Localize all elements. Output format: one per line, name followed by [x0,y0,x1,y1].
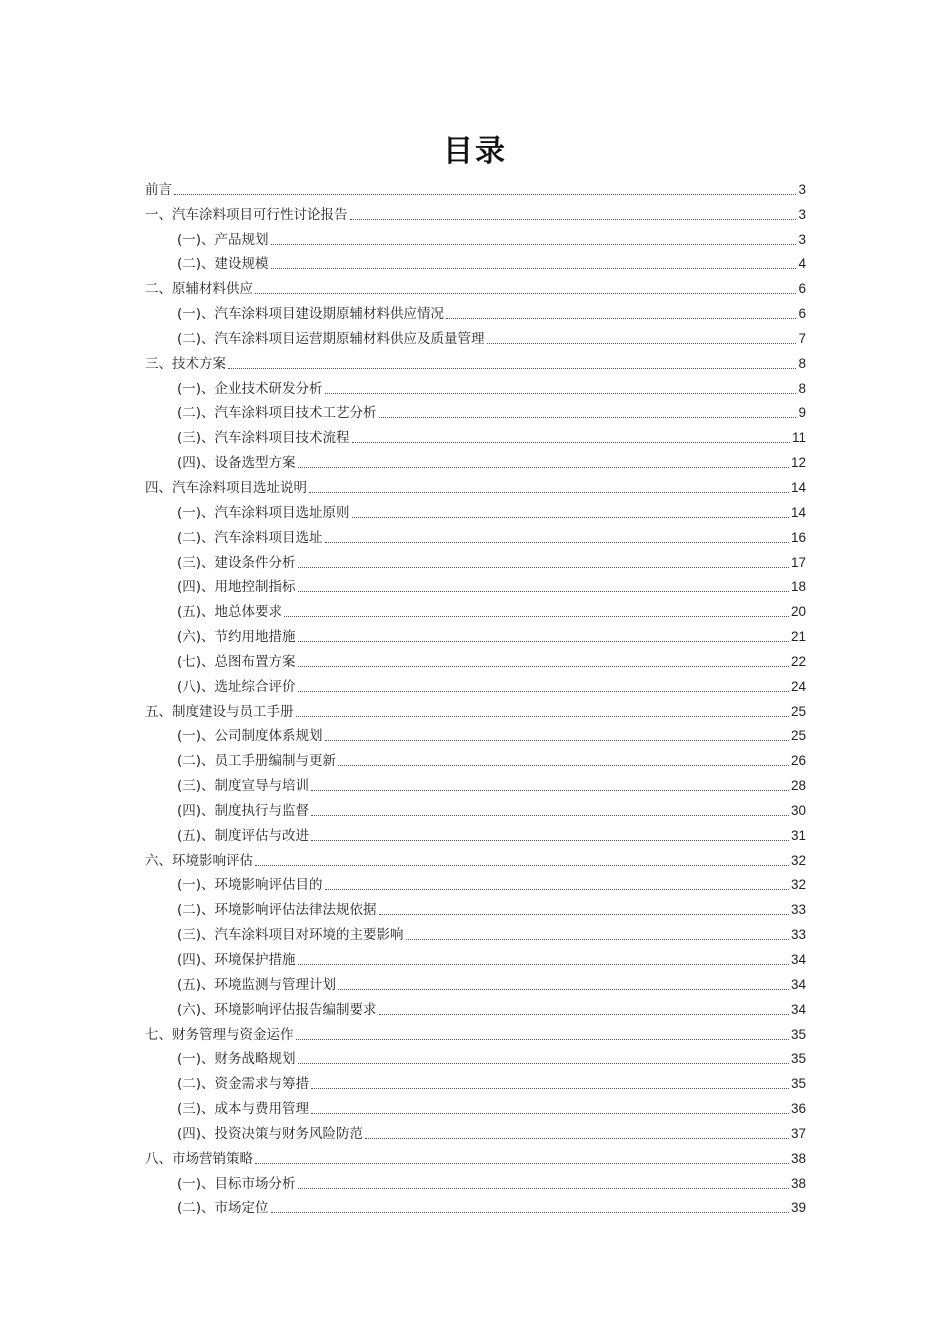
dot-leader [311,1087,789,1089]
toc-entry-section[interactable] [145,621,806,646]
toc-entry-section[interactable] [145,870,806,895]
toc-entry-page-number: 9 [798,405,806,421]
toc-entry-label: (四)、制度执行与监督 [177,802,310,819]
dot-leader [379,913,789,915]
toc-entry-page-number: 34 [790,976,806,992]
dot-leader [379,1013,789,1015]
dot-leader [298,690,789,692]
toc-entry-chapter[interactable] [145,348,806,373]
toc-entry-page-number: 21 [790,629,806,645]
toc-entry-label: (一)、环境影响评估目的 [177,877,323,894]
dot-leader [298,665,789,667]
toc-entry-section[interactable] [145,919,806,944]
toc-entry-label: 一、汽车涂料项目可行性讨论报告 [145,206,348,223]
toc-entry-label: (二)、汽车涂料项目运营期原辅材料供应及质量管理 [177,330,485,347]
toc-entry-page-number: 24 [790,678,806,694]
toc-entry-label: (六)、环境影响评估报告编制要求 [177,1001,377,1018]
toc-entry-section[interactable] [145,547,806,572]
toc-entry-page-number: 8 [798,355,806,371]
toc-entry-section[interactable] [145,398,806,423]
toc-entry-label: (二)、汽车涂料项目选址 [177,529,323,546]
toc-entry-page-number: 3 [798,231,806,247]
toc-entry-page-number: 31 [790,827,806,843]
toc-entry-label: (一)、汽车涂料项目选址原则 [177,504,350,521]
dot-leader [255,292,796,294]
toc-entry-section[interactable] [145,1093,806,1118]
toc-entry-chapter[interactable] [145,199,806,224]
toc-entry-label: (二)、汽车涂料项目技术工艺分析 [177,405,377,422]
dot-leader [446,317,796,319]
dot-leader [255,1162,789,1164]
toc-entry-page-number: 6 [798,281,806,297]
toc-entry-label: (四)、投资决策与财务风险防范 [177,1125,364,1142]
dot-leader [325,739,789,741]
dot-leader [379,416,797,418]
dot-leader [487,342,797,344]
toc-entry-section[interactable] [145,894,806,919]
toc-entry-page-number: 33 [790,902,806,918]
toc-entry-label: (五)、制度评估与改进 [177,827,310,844]
dot-leader [296,1038,789,1040]
toc-entry-section[interactable] [145,298,806,323]
toc-entry-page-number: 32 [790,852,806,868]
dot-leader [325,392,797,394]
toc-entry-section[interactable] [145,1193,806,1218]
toc-entry-page-number: 25 [790,728,806,744]
toc-entry-label: (二)、建设规模 [177,256,269,273]
toc-entry-label: (一)、汽车涂料项目建设期原辅材料供应情况 [177,306,445,323]
toc-entry-label: (四)、环境保护措施 [177,952,296,968]
dot-leader [350,218,797,220]
toc-entry-label: (四)、用地控制指标 [177,579,296,596]
toc-entry-section[interactable] [145,646,806,671]
toc-entry-page-number: 20 [790,604,806,620]
dot-leader [298,590,789,592]
dot-leader [298,1187,789,1189]
toc-entry-label: (三)、成本与费用管理 [177,1101,310,1118]
toc-entry-label: (一)、财务战略规划 [177,1051,296,1068]
toc-entry-page-number: 35 [790,1076,806,1092]
toc-entry-label: (五)、地总体要求 [177,604,283,621]
dot-leader [298,1062,789,1064]
toc-entry-page-number: 14 [790,504,806,520]
toc-entry-section[interactable] [145,422,806,447]
toc-entry-page-number: 3 [798,206,806,222]
toc-entry-page-number: 12 [790,455,806,471]
dot-leader [365,1137,789,1139]
toc-entry-section[interactable] [145,994,806,1019]
toc-entry-label: (七)、总图布置方案 [177,653,296,670]
toc-entry-section[interactable] [145,1044,806,1069]
table-of-contents [145,174,806,1217]
toc-entry-label: 七、财务管理与资金运作 [145,1026,294,1043]
toc-entry-chapter[interactable] [145,472,806,497]
toc-entry-page-number: 16 [790,529,806,545]
toc-entry-label: (二)、员工手册编制与更新 [177,753,337,770]
toc-entry-label: (六)、节约用地措施 [177,629,296,646]
toc-entry-section[interactable] [145,671,806,696]
toc-entry-page-number: 6 [798,306,806,322]
toc-entry-chapter[interactable] [145,1143,806,1168]
toc-entry-section[interactable] [145,447,806,472]
toc-entry-page-number: 32 [790,877,806,893]
toc-entry-label: (三)、建设条件分析 [177,554,296,571]
dot-leader [311,789,789,791]
toc-entry-section[interactable] [145,522,806,547]
toc-entry-page-number: 38 [790,1175,806,1191]
toc-entry-chapter[interactable] [145,845,806,870]
dot-leader [255,864,789,866]
toc-entry-page-number: 35 [790,1051,806,1067]
toc-entry-label: 二、原辅材料供应 [145,281,253,298]
dot-leader [311,839,789,841]
toc-entry-label: 四、汽车涂料项目选址说明 [145,479,307,496]
toc-entry-label: (一)、产品规划 [177,231,269,248]
dot-leader [325,541,789,543]
toc-entry-section[interactable] [145,323,806,348]
toc-entry-section[interactable] [145,820,806,845]
toc-entry-section[interactable] [145,1068,806,1093]
toc-entry-page-number: 7 [798,330,806,346]
toc-entry-label: 三、技术方案 [145,355,226,372]
toc-entry-page-number: 4 [798,256,806,272]
toc-entry-section[interactable] [145,1118,806,1143]
toc-entry-section[interactable] [145,770,806,795]
toc-entry-page-number: 14 [790,479,806,495]
toc-entry-page-number: 8 [798,380,806,396]
toc-entry-page-number: 25 [790,703,806,719]
toc-entry-section[interactable] [145,745,806,770]
toc-entry-section[interactable] [145,373,806,398]
toc-entry-label: (一)、公司制度体系规划 [177,728,323,745]
toc-entry-label: (三)、汽车涂料项目对环境的主要影响 [177,927,404,944]
toc-entry-section[interactable] [145,1168,806,1193]
toc-entry-page-number: 36 [790,1101,806,1117]
toc-entry-label: (三)、汽车涂料项目技术流程 [177,430,350,447]
dot-leader [271,243,797,245]
dot-leader [298,963,789,965]
dot-leader [284,615,789,617]
toc-entry-label: (五)、环境监测与管理计划 [177,976,337,993]
toc-entry-section[interactable] [145,596,806,621]
toc-entry-page-number: 28 [790,778,806,794]
toc-entry-label: (二)、环境影响评估法律法规依据 [177,902,377,919]
toc-entry-chapter[interactable] [145,174,806,199]
dot-leader [406,938,789,940]
dot-leader [298,466,789,468]
dot-leader [296,715,789,717]
dot-leader [311,814,789,816]
toc-entry-page-number: 18 [790,579,806,595]
toc-entry-section[interactable] [145,969,806,994]
dot-leader [309,491,789,493]
toc-entry-page-number: 35 [790,1026,806,1042]
toc-entry-label: 五、制度建设与员工手册 [145,703,294,720]
toc-entry-page-number: 38 [790,1150,806,1166]
dot-leader [271,1211,789,1213]
dot-leader [271,267,797,269]
toc-entry-page-number: 39 [790,1200,806,1216]
toc-entry-section[interactable] [145,572,806,597]
toc-entry-label: 六、环境影响评估 [145,852,253,869]
toc-entry-page-number: 34 [790,1001,806,1017]
toc-entry-section[interactable] [145,249,806,274]
toc-entry-section[interactable] [145,944,806,969]
toc-entry-chapter[interactable] [145,696,806,721]
toc-entry-label: (四)、设备选型方案 [177,455,296,472]
toc-entry-page-number: 34 [790,952,806,967]
toc-entry-page-number: 26 [790,753,806,769]
toc-entry-chapter[interactable] [145,1019,806,1044]
dot-leader [298,566,789,568]
toc-entry-page-number: 17 [790,554,806,570]
dot-leader [298,640,789,642]
dot-leader [352,441,790,443]
toc-entry-page-number: 33 [790,927,806,943]
toc-entry-page-number: 11 [791,430,806,446]
toc-entry-chapter[interactable] [145,273,806,298]
toc-entry-label: (八)、选址综合评价 [177,678,296,695]
dot-leader [338,764,789,766]
toc-title: 目录 [443,134,507,169]
dot-leader [228,367,796,369]
toc-entry-page-number: 30 [790,802,806,818]
dot-leader [311,1112,789,1114]
dot-leader [174,193,796,195]
toc-entry-label: (一)、企业技术研发分析 [177,380,323,397]
toc-entry-label: (二)、市场定位 [177,1200,269,1217]
toc-entry-page-number: 22 [790,653,806,669]
toc-entry-section[interactable] [145,497,806,522]
toc-entry-label: 前言 [145,181,172,198]
toc-entry-label: (二)、资金需求与筹措 [177,1076,310,1093]
dot-leader [352,516,789,518]
toc-entry-label: 八、市场营销策略 [145,1150,253,1167]
toc-entry-page-number: 37 [790,1125,806,1141]
dot-leader [325,888,789,890]
toc-entry-section[interactable] [145,224,806,249]
toc-entry-label: (三)、制度宣导与培训 [177,778,310,795]
toc-entry-page-number: 3 [798,181,806,197]
toc-entry-section[interactable] [145,721,806,746]
dot-leader [338,988,789,990]
toc-entry-section[interactable] [145,795,806,820]
toc-entry-label: (一)、目标市场分析 [177,1175,296,1192]
